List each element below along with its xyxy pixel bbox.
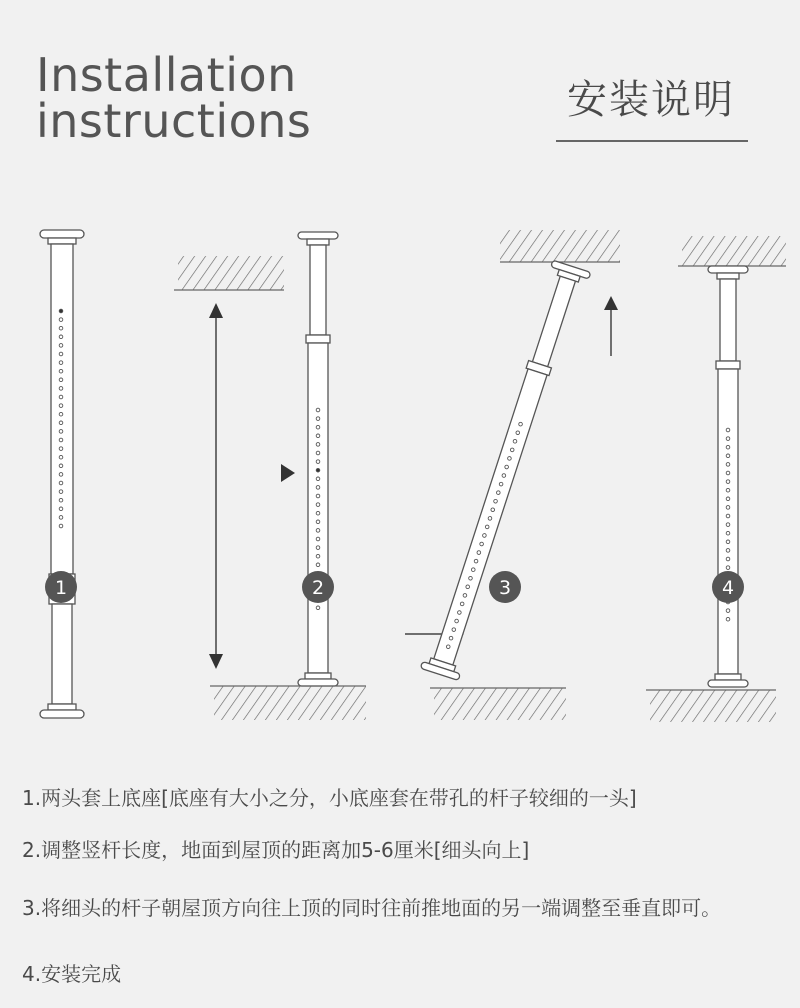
- figure-3-pole: [405, 230, 620, 720]
- figure-label-2: 2: [311, 577, 325, 599]
- step-1-text: 1.两头套上底座[底座有大小之分，小底座套在带孔的杆子较细的一头]: [22, 786, 637, 810]
- chinese-title: 安装说明: [567, 77, 735, 123]
- english-title-line1: Installation: [36, 48, 297, 102]
- step-2-text: 2.调整竖杆长度，地面到屋顶的距离加5-6厘米[细头向上]: [22, 838, 530, 862]
- figure-label-4: 4: [721, 577, 735, 599]
- figure-label-1: 1: [54, 577, 68, 599]
- figure-1-pole: [40, 230, 84, 718]
- figure-4-pole: [646, 236, 786, 722]
- figure-2-pole: [174, 232, 366, 720]
- figure-label-3: 3: [498, 577, 512, 599]
- step-3-text: 3.将细头的杆子朝屋顶方向往上顶的同时往前推地面的另一端调整至垂直即可。: [22, 896, 722, 920]
- step-4-text: 4.安装完成: [22, 962, 122, 986]
- english-title-line2: instructions: [36, 94, 312, 148]
